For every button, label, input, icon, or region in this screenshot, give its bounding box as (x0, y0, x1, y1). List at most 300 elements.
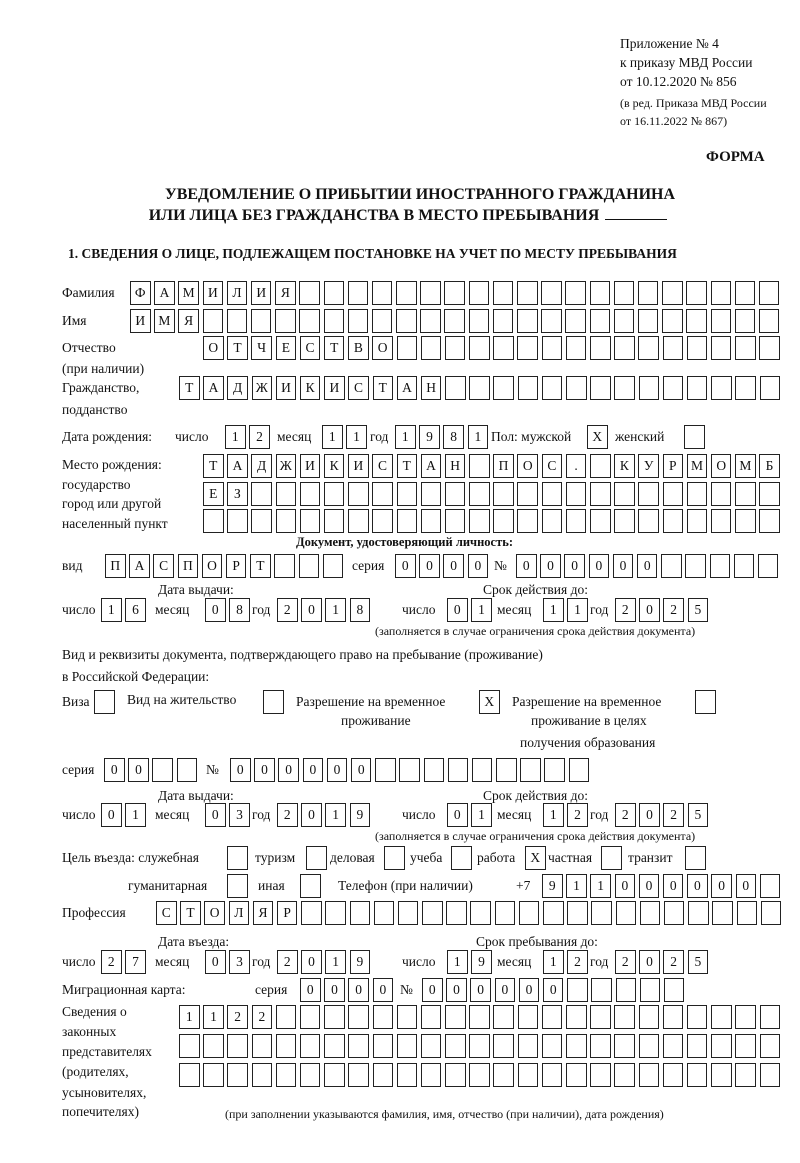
char-box[interactable]: 0 (327, 758, 348, 782)
char-box[interactable]: 2 (277, 598, 298, 622)
char-box[interactable] (542, 1034, 563, 1058)
char-box[interactable] (542, 376, 563, 400)
birth-month-boxes[interactable] (322, 425, 370, 449)
char-box[interactable] (252, 1034, 273, 1058)
char-box[interactable]: Т (179, 376, 200, 400)
char-box[interactable] (760, 1063, 781, 1087)
representatives-boxes-1[interactable] (179, 1005, 784, 1029)
char-box[interactable] (687, 376, 708, 400)
char-box[interactable] (601, 846, 622, 870)
char-box[interactable]: М (687, 454, 708, 478)
char-box[interactable]: 0 (104, 758, 125, 782)
char-box[interactable] (760, 874, 781, 898)
char-box[interactable] (543, 901, 564, 925)
char-box[interactable] (712, 901, 733, 925)
char-box[interactable] (445, 509, 466, 533)
char-box[interactable]: 7 (125, 950, 146, 974)
char-box[interactable] (759, 336, 780, 360)
char-box[interactable]: 1 (590, 874, 611, 898)
purpose-official-checkbox[interactable] (227, 846, 251, 870)
char-box[interactable] (664, 901, 685, 925)
char-box[interactable] (420, 309, 441, 333)
char-box[interactable] (686, 309, 707, 333)
char-box[interactable] (687, 1063, 708, 1087)
char-box[interactable]: Р (226, 554, 247, 578)
char-box[interactable] (445, 336, 466, 360)
char-box[interactable] (640, 978, 661, 1002)
char-box[interactable]: 0 (446, 978, 467, 1002)
char-box[interactable] (565, 309, 586, 333)
purpose-transit-checkbox[interactable] (685, 846, 709, 870)
char-box[interactable]: 2 (663, 950, 684, 974)
char-box[interactable] (711, 336, 732, 360)
char-box[interactable] (469, 454, 490, 478)
char-box[interactable] (446, 901, 467, 925)
char-box[interactable] (348, 1005, 369, 1029)
char-box[interactable] (348, 281, 369, 305)
char-box[interactable] (275, 309, 296, 333)
char-box[interactable]: 0 (516, 554, 537, 578)
char-box[interactable]: 5 (688, 950, 709, 974)
stay-issue-month-boxes[interactable] (205, 803, 253, 827)
char-box[interactable] (711, 1005, 732, 1029)
char-box[interactable] (639, 1063, 660, 1087)
char-box[interactable]: С (153, 554, 174, 578)
char-box[interactable] (663, 1063, 684, 1087)
char-box[interactable] (445, 1034, 466, 1058)
char-box[interactable]: 0 (301, 950, 322, 974)
char-box[interactable] (372, 281, 393, 305)
char-box[interactable]: 0 (205, 803, 226, 827)
char-box[interactable]: С (372, 454, 393, 478)
stay-valid-year-boxes[interactable] (615, 803, 712, 827)
char-box[interactable] (422, 901, 443, 925)
char-box[interactable] (424, 758, 445, 782)
char-box[interactable] (684, 425, 705, 449)
char-box[interactable]: К (614, 454, 635, 478)
char-box[interactable] (348, 1063, 369, 1087)
char-box[interactable]: 0 (373, 978, 394, 1002)
id-valid-day-boxes[interactable] (447, 598, 495, 622)
char-box[interactable] (687, 509, 708, 533)
char-box[interactable] (397, 1005, 418, 1029)
char-box[interactable] (663, 376, 684, 400)
char-box[interactable]: 0 (736, 874, 757, 898)
char-box[interactable]: Е (276, 336, 297, 360)
char-box[interactable]: 2 (277, 950, 298, 974)
char-box[interactable]: О (711, 454, 732, 478)
char-box[interactable] (687, 1005, 708, 1029)
purpose-humanitarian-checkbox[interactable] (227, 874, 251, 898)
char-box[interactable]: X (479, 690, 500, 714)
char-box[interactable] (300, 1005, 321, 1029)
char-box[interactable] (324, 1005, 345, 1029)
entry-year-boxes[interactable] (277, 950, 374, 974)
char-box[interactable]: 0 (447, 803, 468, 827)
char-box[interactable] (566, 509, 587, 533)
char-box[interactable] (493, 376, 514, 400)
char-box[interactable] (397, 336, 418, 360)
char-box[interactable]: 2 (249, 425, 270, 449)
char-box[interactable]: С (300, 336, 321, 360)
char-box[interactable]: 0 (711, 874, 732, 898)
char-box[interactable]: 0 (128, 758, 149, 782)
char-box[interactable]: 6 (125, 598, 146, 622)
char-box[interactable]: П (105, 554, 126, 578)
char-box[interactable] (348, 482, 369, 506)
char-box[interactable] (421, 1063, 442, 1087)
char-box[interactable] (448, 758, 469, 782)
char-box[interactable] (397, 1063, 418, 1087)
char-box[interactable] (372, 309, 393, 333)
char-box[interactable] (735, 281, 756, 305)
char-box[interactable]: Д (227, 376, 248, 400)
char-box[interactable] (350, 901, 371, 925)
char-box[interactable] (685, 554, 706, 578)
char-box[interactable]: 1 (543, 950, 564, 974)
char-box[interactable] (517, 309, 538, 333)
char-box[interactable] (227, 509, 248, 533)
birth-place-boxes-2[interactable] (203, 482, 784, 506)
char-box[interactable] (493, 1005, 514, 1029)
char-box[interactable] (396, 309, 417, 333)
char-box[interactable]: А (129, 554, 150, 578)
char-box[interactable]: И (276, 376, 297, 400)
char-box[interactable] (566, 1034, 587, 1058)
char-box[interactable]: 1 (471, 803, 492, 827)
char-box[interactable] (374, 901, 395, 925)
char-box[interactable] (445, 376, 466, 400)
char-box[interactable] (590, 336, 611, 360)
char-box[interactable]: Т (397, 454, 418, 478)
char-box[interactable] (324, 281, 345, 305)
char-box[interactable] (276, 482, 297, 506)
stay-series-boxes[interactable] (104, 758, 201, 782)
id-issue-day-boxes[interactable] (101, 598, 149, 622)
char-box[interactable] (518, 1005, 539, 1029)
char-box[interactable]: В (348, 336, 369, 360)
char-box[interactable]: 0 (468, 554, 489, 578)
char-box[interactable] (638, 281, 659, 305)
char-box[interactable] (469, 1034, 490, 1058)
char-box[interactable]: 0 (589, 554, 610, 578)
patronymic-boxes[interactable] (203, 336, 784, 360)
char-box[interactable]: 9 (471, 950, 492, 974)
stay-until-month-boxes[interactable] (543, 950, 591, 974)
char-box[interactable]: С (348, 376, 369, 400)
char-box[interactable] (759, 309, 780, 333)
char-box[interactable] (639, 1034, 660, 1058)
char-box[interactable] (300, 874, 321, 898)
char-box[interactable] (711, 509, 732, 533)
char-box[interactable] (711, 1063, 732, 1087)
char-box[interactable] (616, 978, 637, 1002)
stay-until-year-boxes[interactable] (615, 950, 712, 974)
char-box[interactable]: 2 (615, 803, 636, 827)
char-box[interactable]: Т (227, 336, 248, 360)
char-box[interactable] (735, 1005, 756, 1029)
char-box[interactable] (565, 281, 586, 305)
char-box[interactable]: А (227, 454, 248, 478)
char-box[interactable] (300, 1034, 321, 1058)
purpose-private-checkbox[interactable] (601, 846, 625, 870)
purpose-tourism-checkbox[interactable] (306, 846, 330, 870)
char-box[interactable]: С (156, 901, 177, 925)
char-box[interactable] (520, 758, 541, 782)
char-box[interactable] (590, 1063, 611, 1087)
char-box[interactable]: 0 (495, 978, 516, 1002)
char-box[interactable] (177, 758, 198, 782)
char-box[interactable] (638, 336, 659, 360)
char-box[interactable] (711, 376, 732, 400)
char-box[interactable]: 0 (101, 803, 122, 827)
char-box[interactable] (640, 901, 661, 925)
char-box[interactable] (372, 509, 393, 533)
char-box[interactable] (590, 1005, 611, 1029)
char-box[interactable] (493, 509, 514, 533)
char-box[interactable]: Т (324, 336, 345, 360)
char-box[interactable] (451, 846, 472, 870)
char-box[interactable] (299, 554, 320, 578)
char-box[interactable] (760, 376, 781, 400)
char-box[interactable]: 0 (351, 758, 372, 782)
char-box[interactable] (760, 1005, 781, 1029)
char-box[interactable]: И (251, 281, 272, 305)
char-box[interactable] (590, 509, 611, 533)
char-box[interactable] (614, 1005, 635, 1029)
char-box[interactable]: 2 (567, 950, 588, 974)
purpose-work-checkbox[interactable] (525, 846, 549, 870)
char-box[interactable]: 2 (101, 950, 122, 974)
char-box[interactable] (663, 509, 684, 533)
char-box[interactable] (710, 554, 731, 578)
char-box[interactable] (687, 1034, 708, 1058)
char-box[interactable]: Ж (276, 454, 297, 478)
purpose-study-checkbox[interactable] (451, 846, 475, 870)
char-box[interactable] (227, 309, 248, 333)
char-box[interactable] (735, 1034, 756, 1058)
char-box[interactable]: Л (229, 901, 250, 925)
char-box[interactable] (591, 901, 612, 925)
char-box[interactable] (686, 281, 707, 305)
char-box[interactable]: 1 (325, 950, 346, 974)
char-box[interactable] (614, 281, 635, 305)
char-box[interactable] (421, 1005, 442, 1029)
char-box[interactable] (397, 482, 418, 506)
char-box[interactable] (469, 309, 490, 333)
char-box[interactable] (493, 336, 514, 360)
char-box[interactable] (299, 309, 320, 333)
char-box[interactable] (300, 482, 321, 506)
char-box[interactable] (152, 758, 173, 782)
char-box[interactable]: П (178, 554, 199, 578)
char-box[interactable]: Т (250, 554, 271, 578)
char-box[interactable] (638, 509, 659, 533)
char-box[interactable] (567, 978, 588, 1002)
char-box[interactable] (638, 482, 659, 506)
citizenship-boxes[interactable] (179, 376, 784, 400)
char-box[interactable] (470, 901, 491, 925)
char-box[interactable]: 1 (179, 1005, 200, 1029)
char-box[interactable] (517, 336, 538, 360)
name-boxes[interactable] (130, 309, 783, 333)
char-box[interactable]: Ф (130, 281, 151, 305)
char-box[interactable]: 0 (278, 758, 299, 782)
char-box[interactable]: 9 (419, 425, 440, 449)
char-box[interactable] (759, 509, 780, 533)
char-box[interactable]: 3 (229, 950, 250, 974)
sex-female-checkbox[interactable] (684, 425, 708, 449)
char-box[interactable] (276, 1063, 297, 1087)
char-box[interactable] (517, 482, 538, 506)
char-box[interactable] (421, 336, 442, 360)
char-box[interactable] (518, 1034, 539, 1058)
char-box[interactable]: 0 (422, 978, 443, 1002)
char-box[interactable]: 0 (470, 978, 491, 1002)
entry-month-boxes[interactable] (205, 950, 253, 974)
char-box[interactable] (274, 554, 295, 578)
char-box[interactable]: 1 (566, 874, 587, 898)
char-box[interactable] (469, 482, 490, 506)
char-box[interactable]: 0 (419, 554, 440, 578)
residence-permit-checkbox[interactable] (263, 690, 287, 714)
char-box[interactable] (227, 874, 248, 898)
char-box[interactable] (734, 554, 755, 578)
char-box[interactable] (566, 336, 587, 360)
char-box[interactable]: X (587, 425, 608, 449)
char-box[interactable] (566, 1063, 587, 1087)
char-box[interactable]: 2 (252, 1005, 273, 1029)
char-box[interactable] (421, 482, 442, 506)
char-box[interactable]: 2 (663, 803, 684, 827)
birth-place-boxes-1[interactable] (203, 454, 784, 478)
char-box[interactable] (472, 758, 493, 782)
char-box[interactable]: 0 (443, 554, 464, 578)
char-box[interactable] (203, 1063, 224, 1087)
char-box[interactable]: Т (203, 454, 224, 478)
char-box[interactable] (324, 509, 345, 533)
char-box[interactable]: О (372, 336, 393, 360)
char-box[interactable] (324, 1034, 345, 1058)
char-box[interactable] (300, 509, 321, 533)
char-box[interactable] (662, 281, 683, 305)
char-box[interactable]: 1 (543, 803, 564, 827)
char-box[interactable]: 5 (688, 598, 709, 622)
char-box[interactable] (566, 482, 587, 506)
char-box[interactable]: Л (227, 281, 248, 305)
char-box[interactable] (399, 758, 420, 782)
migration-number-boxes[interactable] (422, 978, 688, 1002)
char-box[interactable] (445, 1063, 466, 1087)
stay-issue-day-boxes[interactable] (101, 803, 149, 827)
id-doc-type-boxes[interactable] (105, 554, 347, 578)
char-box[interactable] (263, 690, 284, 714)
char-box[interactable]: И (130, 309, 151, 333)
id-doc-series-boxes[interactable] (395, 554, 492, 578)
char-box[interactable]: Н (421, 376, 442, 400)
char-box[interactable] (469, 1063, 490, 1087)
char-box[interactable] (203, 309, 224, 333)
char-box[interactable] (663, 1005, 684, 1029)
char-box[interactable]: 0 (303, 758, 324, 782)
char-box[interactable] (227, 846, 248, 870)
char-box[interactable] (469, 336, 490, 360)
char-box[interactable]: 1 (471, 598, 492, 622)
char-box[interactable]: 0 (564, 554, 585, 578)
char-box[interactable]: 0 (639, 950, 660, 974)
char-box[interactable] (735, 336, 756, 360)
char-box[interactable] (759, 281, 780, 305)
char-box[interactable]: О (517, 454, 538, 478)
char-box[interactable] (251, 309, 272, 333)
char-box[interactable] (614, 1034, 635, 1058)
char-box[interactable]: 2 (567, 803, 588, 827)
char-box[interactable]: 0 (615, 874, 636, 898)
char-box[interactable] (493, 482, 514, 506)
char-box[interactable]: С (542, 454, 563, 478)
char-box[interactable] (519, 901, 540, 925)
id-issue-month-boxes[interactable] (205, 598, 253, 622)
char-box[interactable] (251, 482, 272, 506)
char-box[interactable] (444, 281, 465, 305)
char-box[interactable] (348, 309, 369, 333)
char-box[interactable] (541, 281, 562, 305)
char-box[interactable] (758, 554, 779, 578)
char-box[interactable] (325, 901, 346, 925)
char-box[interactable] (639, 1005, 660, 1029)
char-box[interactable] (227, 1063, 248, 1087)
char-box[interactable] (372, 482, 393, 506)
char-box[interactable] (567, 901, 588, 925)
char-box[interactable]: А (421, 454, 442, 478)
char-box[interactable]: М (154, 309, 175, 333)
char-box[interactable] (179, 1063, 200, 1087)
char-box[interactable] (493, 281, 514, 305)
representatives-boxes-3[interactable] (179, 1063, 784, 1087)
place-of-stay-blank[interactable] (605, 205, 667, 220)
char-box[interactable]: Т (180, 901, 201, 925)
char-box[interactable] (687, 336, 708, 360)
representatives-boxes-2[interactable] (179, 1034, 784, 1058)
purpose-other-checkbox[interactable] (300, 874, 324, 898)
entry-day-boxes[interactable] (101, 950, 149, 974)
char-box[interactable]: И (348, 454, 369, 478)
char-box[interactable] (735, 309, 756, 333)
char-box[interactable]: 1 (203, 1005, 224, 1029)
char-box[interactable] (614, 376, 635, 400)
char-box[interactable] (301, 901, 322, 925)
char-box[interactable] (276, 1034, 297, 1058)
char-box[interactable] (469, 376, 490, 400)
char-box[interactable] (711, 309, 732, 333)
sex-male-checkbox[interactable] (587, 425, 611, 449)
char-box[interactable] (444, 309, 465, 333)
char-box[interactable] (590, 376, 611, 400)
char-box[interactable]: 2 (277, 803, 298, 827)
char-box[interactable] (94, 690, 115, 714)
char-box[interactable]: 0 (663, 874, 684, 898)
id-valid-year-boxes[interactable] (615, 598, 712, 622)
char-box[interactable] (323, 554, 344, 578)
char-box[interactable] (517, 281, 538, 305)
stay-valid-day-boxes[interactable] (447, 803, 495, 827)
char-box[interactable]: 1 (225, 425, 246, 449)
char-box[interactable]: М (735, 454, 756, 478)
char-box[interactable]: 0 (348, 978, 369, 1002)
char-box[interactable]: 0 (687, 874, 708, 898)
char-box[interactable] (711, 482, 732, 506)
char-box[interactable]: 1 (468, 425, 489, 449)
